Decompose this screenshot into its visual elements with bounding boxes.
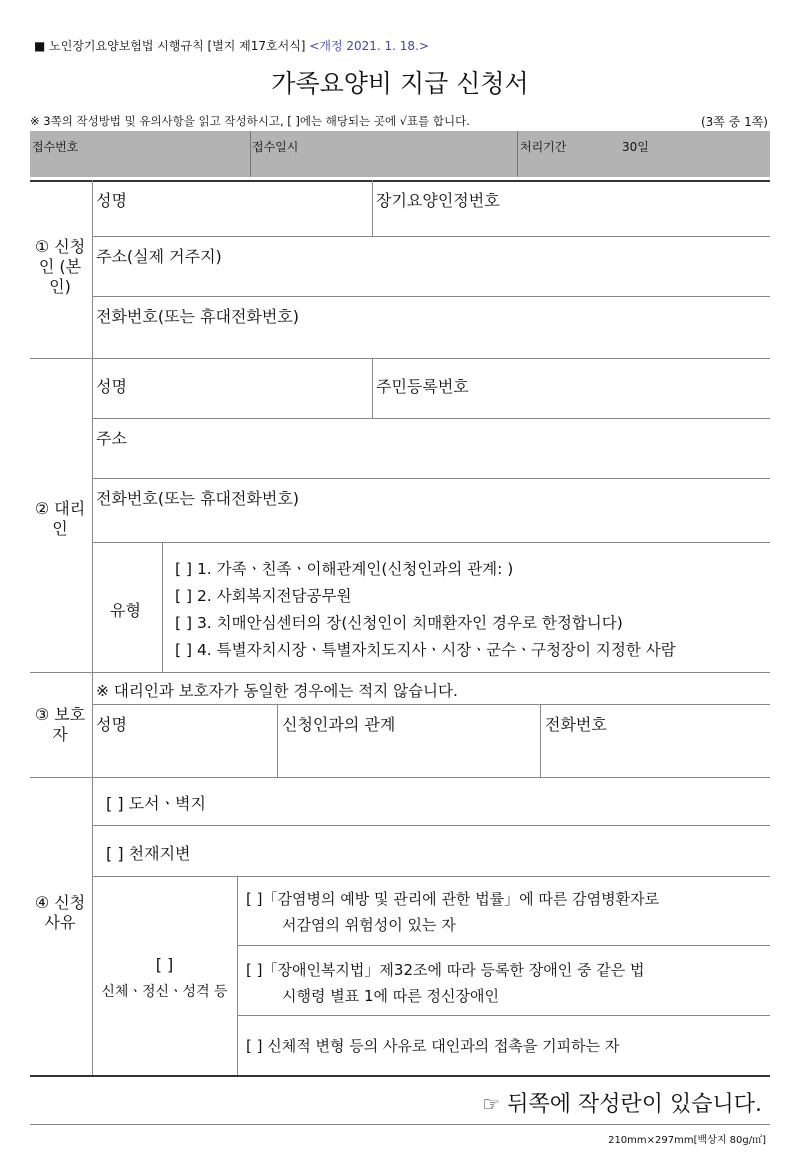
agent-type-label: 유형 (110, 601, 141, 620)
agent-phone-field[interactable]: 전화번호(또는 휴대전화번호) (96, 489, 300, 508)
guardian-name-field[interactable]: 성명 (96, 715, 127, 734)
page-info: (3쪽 중 1쪽) (700, 115, 768, 129)
page-title: 가족요양비 지급 신청서 (271, 69, 529, 98)
guardian-relation-field[interactable]: 신청인과의 관계 (282, 715, 396, 734)
paper-spec: 210mm×297mm[백상지 80g/㎡] (608, 1135, 766, 1146)
reason-infectious-disease-option[interactable]: [ ]「감염병의 예방 및 관리에 관한 법률」에 따른 감염병환자로 (246, 890, 660, 908)
reason-disaster-option[interactable]: [ ] 천재지변 (106, 844, 191, 863)
agent-type-option-3[interactable]: [ ] 3. 치매안심센터의 장(신청인이 치매환자인 경우로 한정합니다) (175, 614, 623, 632)
guardian-note: ※ 대리인과 보호자가 동일한 경우에는 적지 않습니다. (96, 682, 458, 700)
receipt-number-label: 접수번호 (32, 140, 79, 154)
processing-period-value: 30일 (622, 140, 649, 154)
agent-resident-number-field[interactable]: 주민등록번호 (376, 377, 469, 396)
revision-date: <개정 2021. 1. 18.> (309, 39, 429, 53)
continue-note-text: 뒤쪽에 작성란이 있습니다. (507, 1092, 762, 1117)
guardian-phone-field[interactable]: 전화번호 (545, 715, 607, 734)
reason-section-label: ④ 신청 사유 (34, 893, 86, 932)
processing-period-label: 처리기간 (520, 140, 567, 154)
pointing-hand-icon: ☞ (482, 1092, 501, 1116)
reason-physical-label: 신체ㆍ정신ㆍ성격 등 (101, 984, 228, 1000)
agent-name-field[interactable]: 성명 (96, 377, 127, 396)
reason-infectious-disease-option-cont: 서감염의 위험성이 있는 자 (282, 916, 456, 934)
applicant-address-field[interactable]: 주소(실제 거주지) (96, 247, 222, 266)
agent-section-label: ② 대리인 (34, 499, 86, 538)
law-prefix: ■ 노인장기요양보험법 시행규칙 [별지 제17호서식] (34, 39, 306, 53)
applicant-name-field[interactable]: 성명 (96, 191, 127, 210)
reception-bar (30, 131, 770, 177)
reason-mental-disability-option-cont: 시행령 별표 1에 따른 정신장애인 (282, 987, 499, 1005)
reason-physical-checkbox[interactable]: [ ] (155, 955, 174, 974)
agent-type-option-4[interactable]: [ ] 4. 특별자치시장ㆍ특별자치도지사ㆍ시장ㆍ군수ㆍ구청장이 지정한 사람 (175, 641, 676, 659)
reason-islands-option[interactable]: [ ] 도서ㆍ벽지 (106, 794, 206, 813)
instructions: ※ 3쪽의 작성방법 및 유의사항을 읽고 작성하시고, [ ]에는 해당되는 곳에 √표를 합니다. (30, 114, 470, 128)
applicant-ltc-cert-number-field[interactable]: 장기요양인정번호 (376, 191, 500, 210)
law-reference (34, 37, 429, 54)
receipt-date-label: 접수일시 (252, 140, 299, 154)
agent-type-option-2[interactable]: [ ] 2. 사회복지전담공무원 (175, 587, 352, 605)
applicant-phone-field[interactable]: 전화번호(또는 휴대전화번호) (96, 307, 300, 326)
applicant-section-label: ① 신청인 (본인) (34, 237, 86, 296)
reason-mental-disability-option[interactable]: [ ]「장애인복지법」제32조에 따라 등록한 장애인 중 같은 법 (246, 961, 645, 979)
guardian-section-label: ③ 보호자 (34, 705, 86, 744)
reason-physical-deformity-option[interactable]: [ ] 신체적 변형 등의 사유로 대인과의 접촉을 기피하는 자 (246, 1037, 620, 1055)
agent-address-field[interactable]: 주소 (96, 429, 127, 448)
agent-type-option-1[interactable]: [ ] 1. 가족ㆍ친족ㆍ이해관계인(신청인과의 관계: ) (175, 560, 514, 578)
continue-note (482, 1087, 762, 1118)
